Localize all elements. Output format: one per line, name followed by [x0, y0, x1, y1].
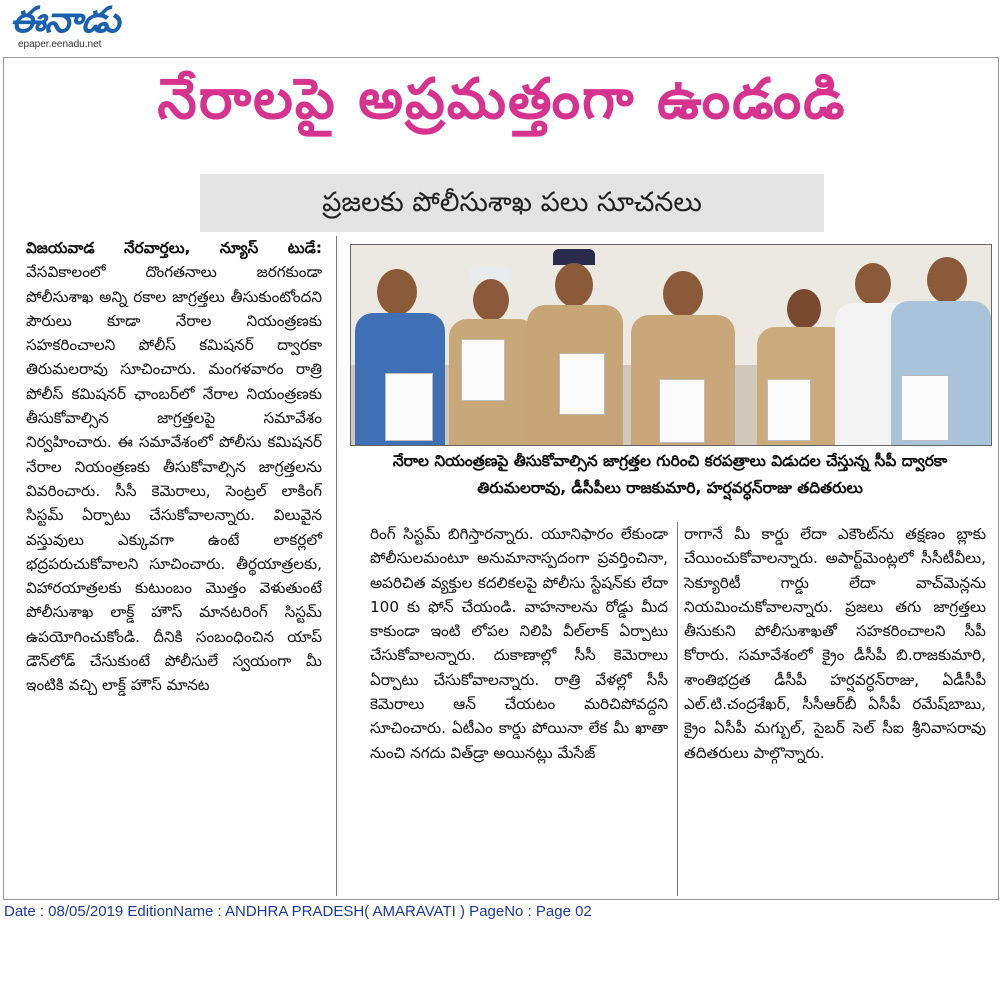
photo-person [527, 249, 623, 445]
article-subheadline: ప్రజలకు పోలీసుశాఖ పలు సూచనలు [200, 174, 824, 232]
photo-person [449, 267, 537, 445]
article-photo [350, 244, 992, 446]
eenadu-logo[interactable] [10, 2, 150, 52]
photo-person [355, 255, 445, 445]
article-column-2: రింగ్ సిస్టమ్ బిగిస్తారన్నారు. యూనిఫారం లేకుండా పోలీసులమంటూ అనుమానాస్పదంగా ప్రవర్తించినా, అపరిచిత వ్యక్తుల కదలికలపై పోలీసు స్టేషన్‌కు లేదా 100 కు ఫోన్ చేయండి. వాహనాలను రోడ్డు మీద కాకుండా ఇంటి లోపల నిలిపి వీల్‌లాక్ ఏర్పాటు చేసుకోవాలన్నారు. దుకాణాల్లో సీసీ కెమెరాలు ఏర్పాటు చేసుకోవాలన్నారు. రాత్రి వేళల్లో సీసీ కెమెరాలు ఆన్ చేయటం మరిచిపోవద్దని సూచించారు. ఏటీఎం కార్డు పోయినా లేక మీ ఖాతా నుంచి నగదు విత్‌డ్రా అయినట్లు మేసేజ్ [370, 525, 668, 762]
dateline: విజయవాడ నేరవార్తలు, న్యూస్ టుడే: [26, 239, 322, 257]
column-1-text: వేసవికాలంలో దొంగతనాలు జరగకుండా పోలీసుశాఖ అన్ని రకాల జాగ్రత్తలు తీసుకుంటోందని పౌరులు కూడా నేరాల నియంత్రణకు సహకరించాలని పోలీస్ కమిషనర్ ద్వారకా తిరుమలరావు సూచించారు. మంగళవారం రాత్రి పోలీస్ కమిషనర్ ఛాంబర్‌లో నేరాల నియంత్రణకు తీసుకోవాల్సిన జాగ్రత్తలపై సమావేశం నిర్వహించారు. ఈ సమావేశంలో పోలీసు కమిషనర్ నేరాల నియంత్రణకు తీసుకోవాల్సిన జాగ్రత్తలను వివరించారు. సీసీ కెమెరాలు, సెంట్రల్ లాకింగ్ సిస్టమ్ ఏర్పాటు చేసుకోవాలన్నారు. విలువైన వస్తువులు ఎక్కువగా ఉంటే లాకర్లలో భద్రపరుచుకోవాలని సూచించారు. తీర్థయాత్రలకు, విహారయాత్రలకు కుటుంబం మొత్తం వెళుతుంటే పోలీసుశాఖ లాక్డ్ హౌస్ మానటరింగ్ సిస్టమ్ ఉపయోగించుకోండి. దీనికి సంబంధించిన యాప్ డౌన్‌లోడ్ చేసుకుంటే పోలీసులే స్వయంగా మీ ఇంటికి వచ్చి లాక్డ్ హౌస్ మానట [26, 263, 322, 695]
edition-footer: Date : 08/05/2019 EditionName : ANDHRA PRADESH( AMARAVATI ) PageNo : Page 02 [4, 903, 592, 920]
column-divider [677, 522, 678, 896]
photo-person [891, 255, 991, 445]
logo-wordmark: ఈనాడు [10, 0, 120, 41]
site-url: epaper.eenadu.net [18, 39, 102, 50]
article-headline: నేరాలపై అప్రమత్తంగా ఉండండి [157, 67, 847, 132]
article-column-1 [26, 236, 322, 698]
photo-person [631, 265, 735, 445]
article-column-3: రాగానే మీ కార్డు లేదా ఎకౌంట్‌ను తక్షణం బ్లాకు చేయించుకోవాలన్నారు. అపార్ట్‌మెంట్లలో సీసీటీవీలు, సెక్యూరిటీ గార్డు లేదా వాచ్‌మెన్లను నియమించుకోవాలన్నారు. ప్రజలు తగు జాగ్రత్తలు తీసుకుని పోలీసుశాఖతో సహకరించాలని సీపీ కోరారు. సమావేశంలో క్రైం డీసీపీ బి.రాజకుమారి, శాంతిభద్రత డీసీపీ హర్షవర్ధన్‌రాజు, ఏడీసీపీ ఎల్.టి.చంద్రశేఖర్, సీసీఆర్‌బీ ఏసీపీ రమేష్‌బాబు, క్రైం ఏసీపీ మగ్బుల్, సైబర్ సెల్ సీఐ శ్రీనివాసరావు తదితరులు పాల్గొన్నారు. [684, 525, 986, 762]
column-divider [336, 236, 337, 896]
news-clipping [3, 57, 999, 900]
photo-caption: నేరాల నియంత్రణపై తీసుకోవాల్సిన జాగ్రత్తల గురించి కరపత్రాలు విడుదల చేస్తున్న సీపీ ద్వారకా తిరుమలరావు, డీసీపీలు రాజకుమారి, హర్షవర్ధన్‌రాజు తదితరులు [392, 452, 948, 497]
